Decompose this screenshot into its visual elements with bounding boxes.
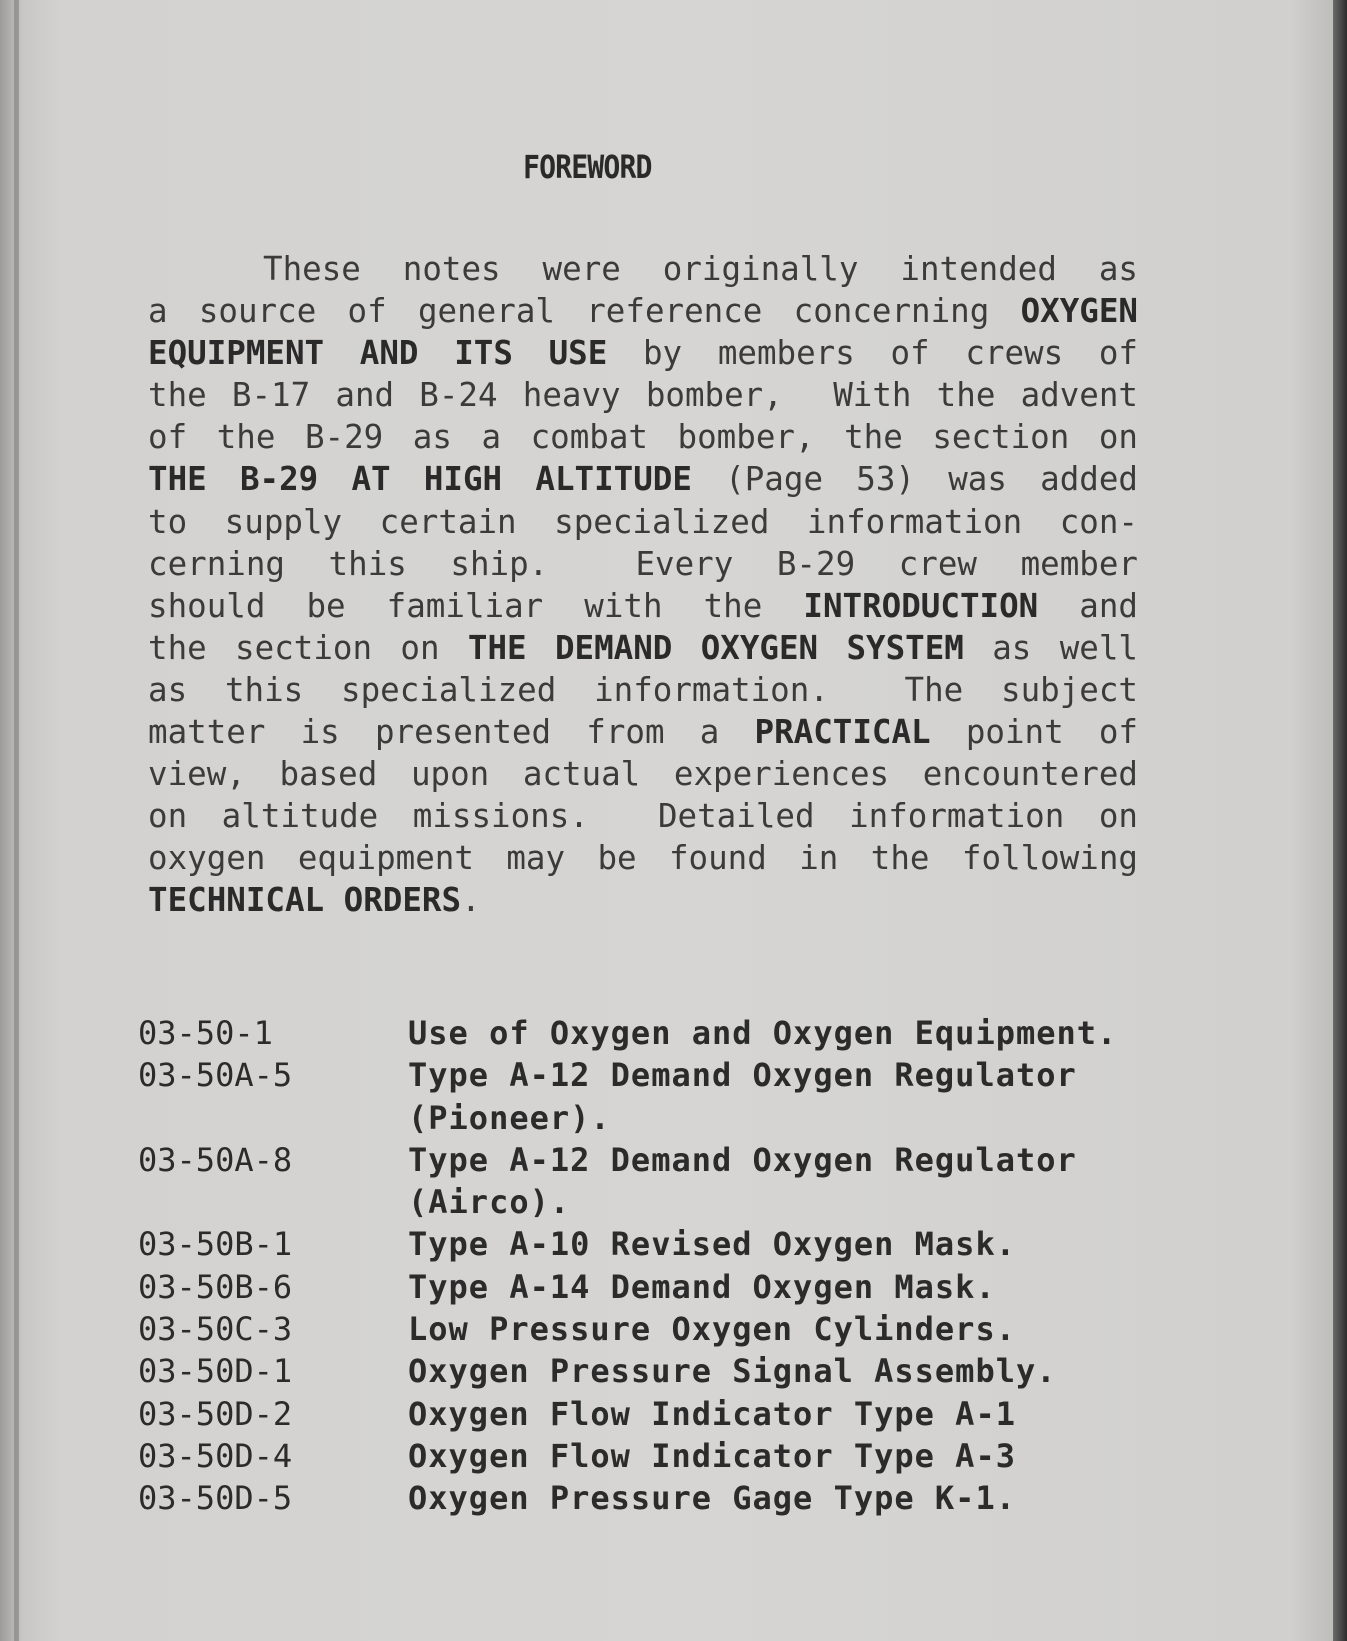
technical-order-row: [138, 1054, 1218, 1139]
page-right-edge: [1333, 0, 1347, 1641]
foreword-paragraph: [148, 248, 1138, 922]
paragraph-line: [148, 416, 1138, 458]
technical-order-row: [138, 1308, 1218, 1350]
paragraph-line: [148, 374, 1138, 416]
emphasized-term: TECHNICAL ORDERS: [148, 881, 462, 920]
order-title: Type A-10 Revised Oxygen Mask.: [408, 1225, 1016, 1264]
paragraph-text: as well: [963, 628, 1138, 667]
paragraph-line: [148, 837, 1138, 879]
order-title: Low Pressure Oxygen Cylinders.: [408, 1310, 1016, 1349]
technical-order-row: [138, 1223, 1218, 1265]
paragraph-text: the B-17 and B-24 heavy bomber, With the advent: [148, 376, 1138, 415]
order-title: Type A-12 Demand Oxygen Regulator (Pioneer).: [408, 1056, 1077, 1137]
order-number: 03-50B-6: [138, 1267, 293, 1306]
order-title: Oxygen Pressure Signal Assembly.: [408, 1352, 1057, 1391]
order-title: Oxygen Flow Indicator Type A-3: [408, 1436, 1016, 1475]
order-number: 03-50A-8: [138, 1140, 293, 1179]
paragraph-text: oxygen equipment may be found in the following: [148, 839, 1138, 878]
paragraph-text: as this specialized information. The subject: [148, 670, 1138, 709]
order-number: 03-50D-4: [138, 1436, 293, 1475]
paragraph-text: cerning this ship. Every B-29 crew member: [148, 544, 1138, 583]
paragraph-text: to supply certain specialized information con-: [148, 502, 1138, 541]
order-number: 03-50D-5: [138, 1479, 293, 1518]
technical-orders-list: [138, 1012, 1218, 1520]
paragraph-line: [148, 248, 1138, 290]
technical-order-row: [138, 1393, 1218, 1435]
paragraph-line: [148, 543, 1138, 585]
paragraph-text: (Page 53) was added: [691, 460, 1138, 499]
emphasized-term: INTRODUCTION: [803, 586, 1039, 625]
paragraph-line: [148, 711, 1138, 753]
order-title: Type A-12 Demand Oxygen Regulator (Airco).: [408, 1140, 1077, 1222]
emphasized-term: OXYGEN: [1020, 292, 1138, 331]
paragraph-line: [148, 332, 1138, 374]
paragraph-line: [148, 458, 1138, 500]
order-number: 03-50-1: [138, 1014, 273, 1052]
paragraph-text: and: [1038, 586, 1138, 625]
emphasized-term: PRACTICAL: [754, 713, 931, 752]
order-number: 03-50B-1: [138, 1225, 293, 1264]
paragraph-text: should be familiar with the: [148, 586, 804, 625]
paragraph-line: [148, 669, 1138, 711]
order-number: 03-50A-5: [138, 1056, 293, 1095]
order-number: 03-50C-3: [138, 1310, 293, 1349]
paragraph-text: point of: [930, 713, 1138, 752]
paragraph-text: a source of general reference concerning: [148, 292, 1021, 331]
technical-order-row: [138, 1350, 1218, 1392]
emphasized-term: THE DEMAND OXYGEN SYSTEM: [467, 628, 964, 667]
order-number: 03-50D-1: [138, 1352, 293, 1391]
paragraph-text: view, based upon actual experiences encountered: [148, 755, 1138, 794]
paragraph-text: the section on: [148, 628, 468, 667]
paragraph-text: .: [461, 881, 481, 920]
order-title: Oxygen Pressure Gage Type K-1.: [408, 1479, 1016, 1518]
emphasized-term: THE B-29 AT HIGH ALTITUDE: [148, 460, 692, 499]
paragraph-text: of the B-29 as a combat bomber, the section on: [148, 418, 1138, 457]
paragraph-line: [148, 627, 1138, 669]
paragraph-line: [148, 501, 1138, 543]
technical-order-row: [138, 1435, 1218, 1477]
order-title: Type A-14 Demand Oxygen Mask.: [408, 1267, 996, 1306]
order-title: Use of Oxygen and Oxygen Equipment.: [408, 1014, 1118, 1052]
paragraph-line: [148, 585, 1138, 627]
paragraph-line: [148, 795, 1138, 837]
page-title: FOREWORD: [523, 148, 652, 186]
paragraph-line: [148, 753, 1138, 795]
paragraph-text: These notes were originally intended as: [263, 250, 1138, 288]
paragraph-text: matter is presented from a: [148, 713, 755, 752]
technical-order-row: [138, 1012, 1218, 1054]
emphasized-term: EQUIPMENT AND ITS USE: [148, 334, 608, 373]
technical-order-row: [138, 1477, 1218, 1519]
order-number: 03-50D-2: [138, 1394, 293, 1433]
paragraph-text: on altitude missions. Detailed information on: [148, 797, 1138, 836]
paragraph-line: [148, 879, 1138, 921]
order-title: Oxygen Flow Indicator Type A-1: [408, 1394, 1016, 1433]
page-binding-edge: [14, 0, 19, 1641]
technical-order-row: [138, 1139, 1218, 1224]
paragraph-text: by members of crews of: [607, 334, 1138, 373]
paragraph-line: [148, 290, 1138, 332]
technical-order-row: [138, 1266, 1218, 1308]
